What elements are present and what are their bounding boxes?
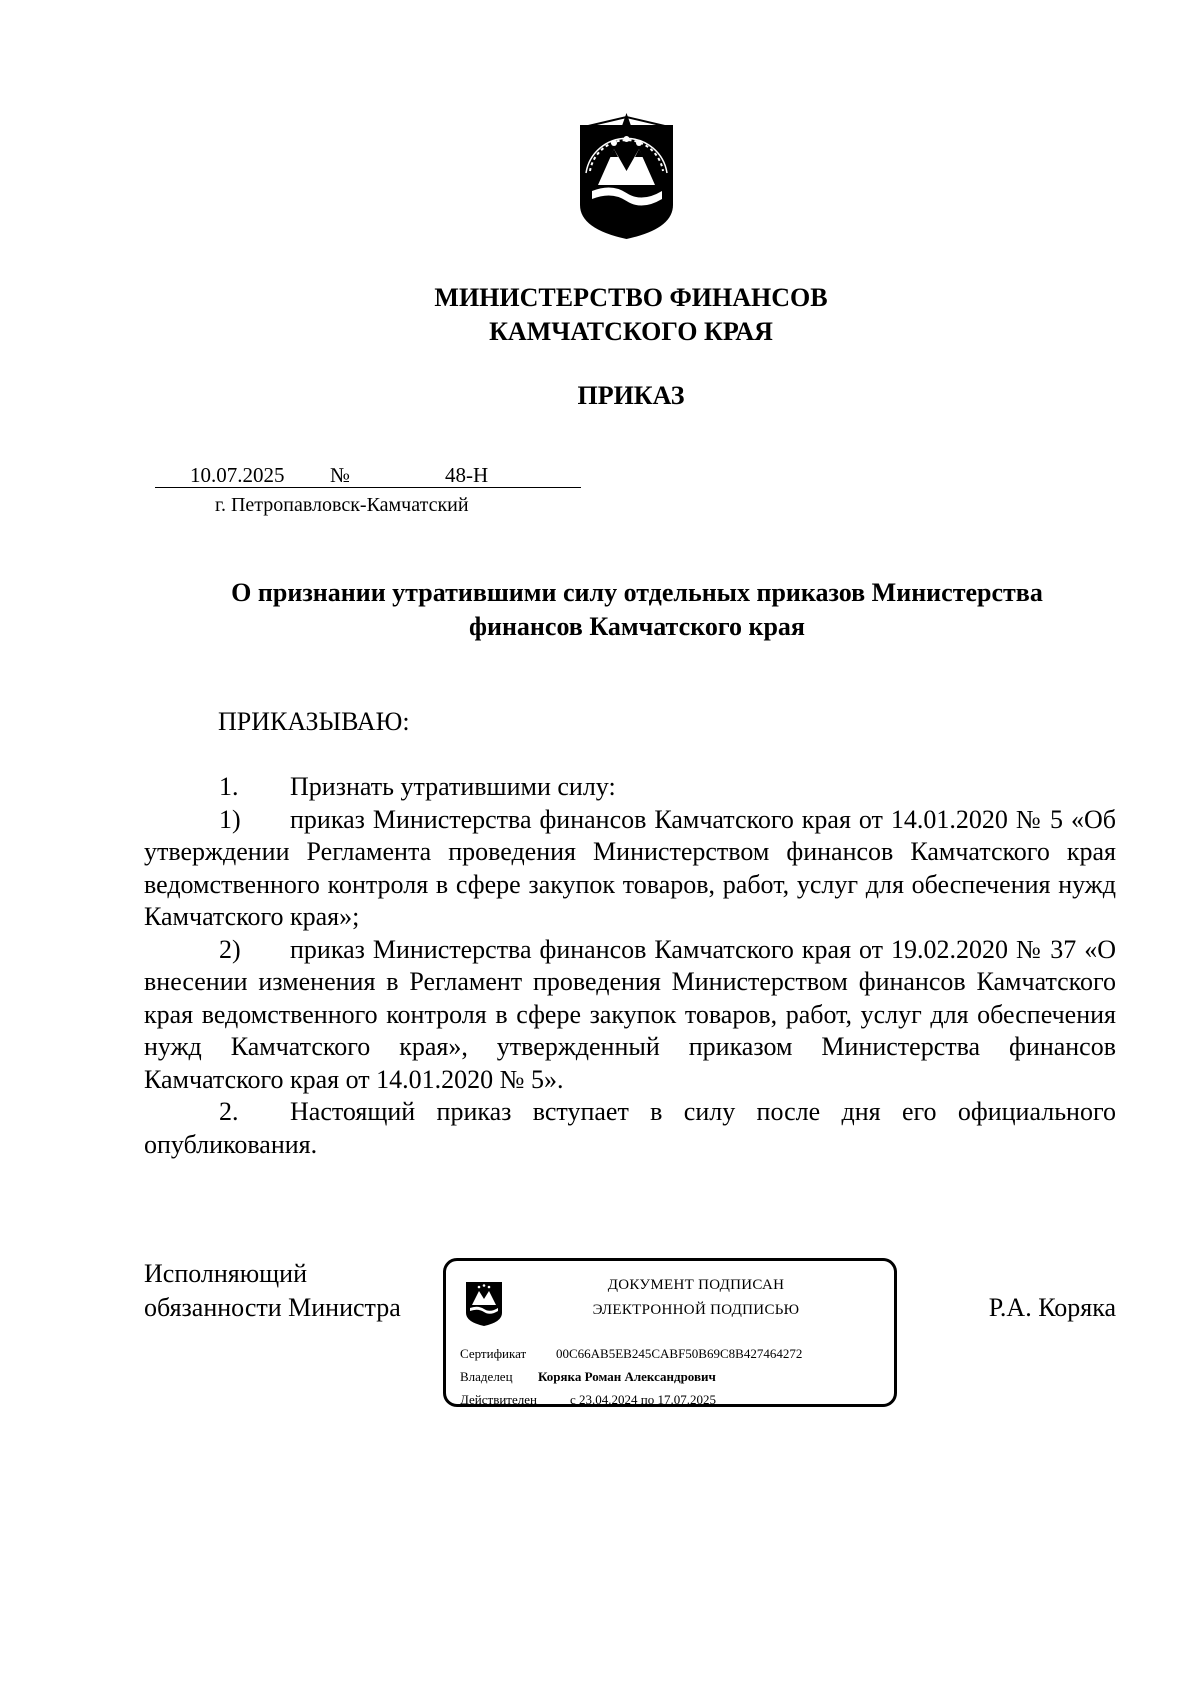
paragraph-text: приказ Министерства финансов Камчатского края от 14.01.2020 № 5 «Об утверждении Регламента проведения Министерством финансов Камчатского края ведомственного контроля в сфере закупок товаров, работ, услуг для обеспечения нужд Камчатского края»;: [144, 804, 1116, 931]
paragraph-marker: 1): [219, 804, 241, 834]
signer-position-line-2: обязанности Министра: [144, 1293, 401, 1322]
ministry-line-1: МИНИСТЕРСТВО ФИНАНСОВ: [434, 283, 828, 312]
stamp-validity-row: [460, 1391, 716, 1409]
issue-city: г. Петропавловск-Камчатский: [215, 494, 469, 516]
stamp-heading-line-2: ЭЛЕКТРОННОЙ ПОДПИСЬЮ: [592, 1302, 800, 1318]
paragraph-item: [144, 934, 1116, 1097]
owner-label: Владелец: [460, 1369, 513, 1384]
document-type: ПРИКАЗ: [577, 381, 685, 410]
registration-line: [155, 462, 581, 490]
signer-position-line-1: Исполняющий: [144, 1259, 308, 1288]
paragraph-text: приказ Министерства финансов Камчатского края от 19.02.2020 № 37 «О внесении изменения в Регламент проведения Министерством финансов Камчатского края ведомственного контроля в сфере закупок товаров, работ, услуг для обеспечения нужд Камчатского края», утвержденный приказом Министерства финансов Камчатского края от 14.01.2020 № 5».: [144, 934, 1116, 1094]
certificate-value: 00C66AB5EB245CABF50B69C8B427464272: [556, 1346, 803, 1361]
paragraph-text: Настоящий приказ вступает в силу после дня его официального опубликования.: [144, 1097, 1116, 1159]
stamp-owner-row: [460, 1368, 716, 1386]
owner-value: Коряка Роман Александрович: [538, 1369, 716, 1384]
paragraph-item: [144, 1096, 1116, 1161]
certificate-label: Сертификат: [460, 1346, 527, 1361]
validity-value: с 23.04.2024 по 17.07.2025: [570, 1392, 716, 1407]
subject-line-2: финансов Камчатского края: [468, 612, 805, 641]
coat-of-arms-icon: [572, 113, 681, 241]
order-body: [144, 771, 1116, 1161]
paragraph-item: [144, 804, 1116, 934]
signer-name: Р.А. Коряка: [988, 1293, 1116, 1322]
stamp-emblem-icon: [463, 1277, 505, 1327]
order-number: 48-Н: [445, 463, 489, 487]
paragraph-marker: 2): [219, 934, 241, 964]
order-subject: [155, 576, 1119, 644]
ministry-name: [0, 281, 1200, 349]
validity-label: Действителен: [460, 1392, 537, 1407]
paragraph-text: Признать утратившими силу:: [290, 772, 616, 801]
order-date: 10.07.2025: [190, 463, 285, 487]
registration-underline: [155, 487, 581, 488]
subject-line-1: О признании утратившими силу отдельных приказов Министерства: [231, 578, 1043, 607]
paragraph-marker: 2.: [219, 1097, 239, 1126]
stamp-heading-line-1: ДОКУМЕНТ ПОДПИСАН: [607, 1277, 785, 1293]
electronic-signature-stamp: [443, 1258, 897, 1407]
signer-position: [144, 1257, 401, 1325]
number-sign: №: [330, 463, 351, 487]
stamp-certificate-row: [460, 1345, 802, 1363]
directive-word: ПРИКАЗЫВАЮ:: [218, 707, 410, 736]
paragraph-marker: 1.: [219, 772, 239, 801]
paragraph-item: [144, 771, 1116, 804]
ministry-line-2: КАМЧАТСКОГО КРАЯ: [489, 317, 773, 346]
